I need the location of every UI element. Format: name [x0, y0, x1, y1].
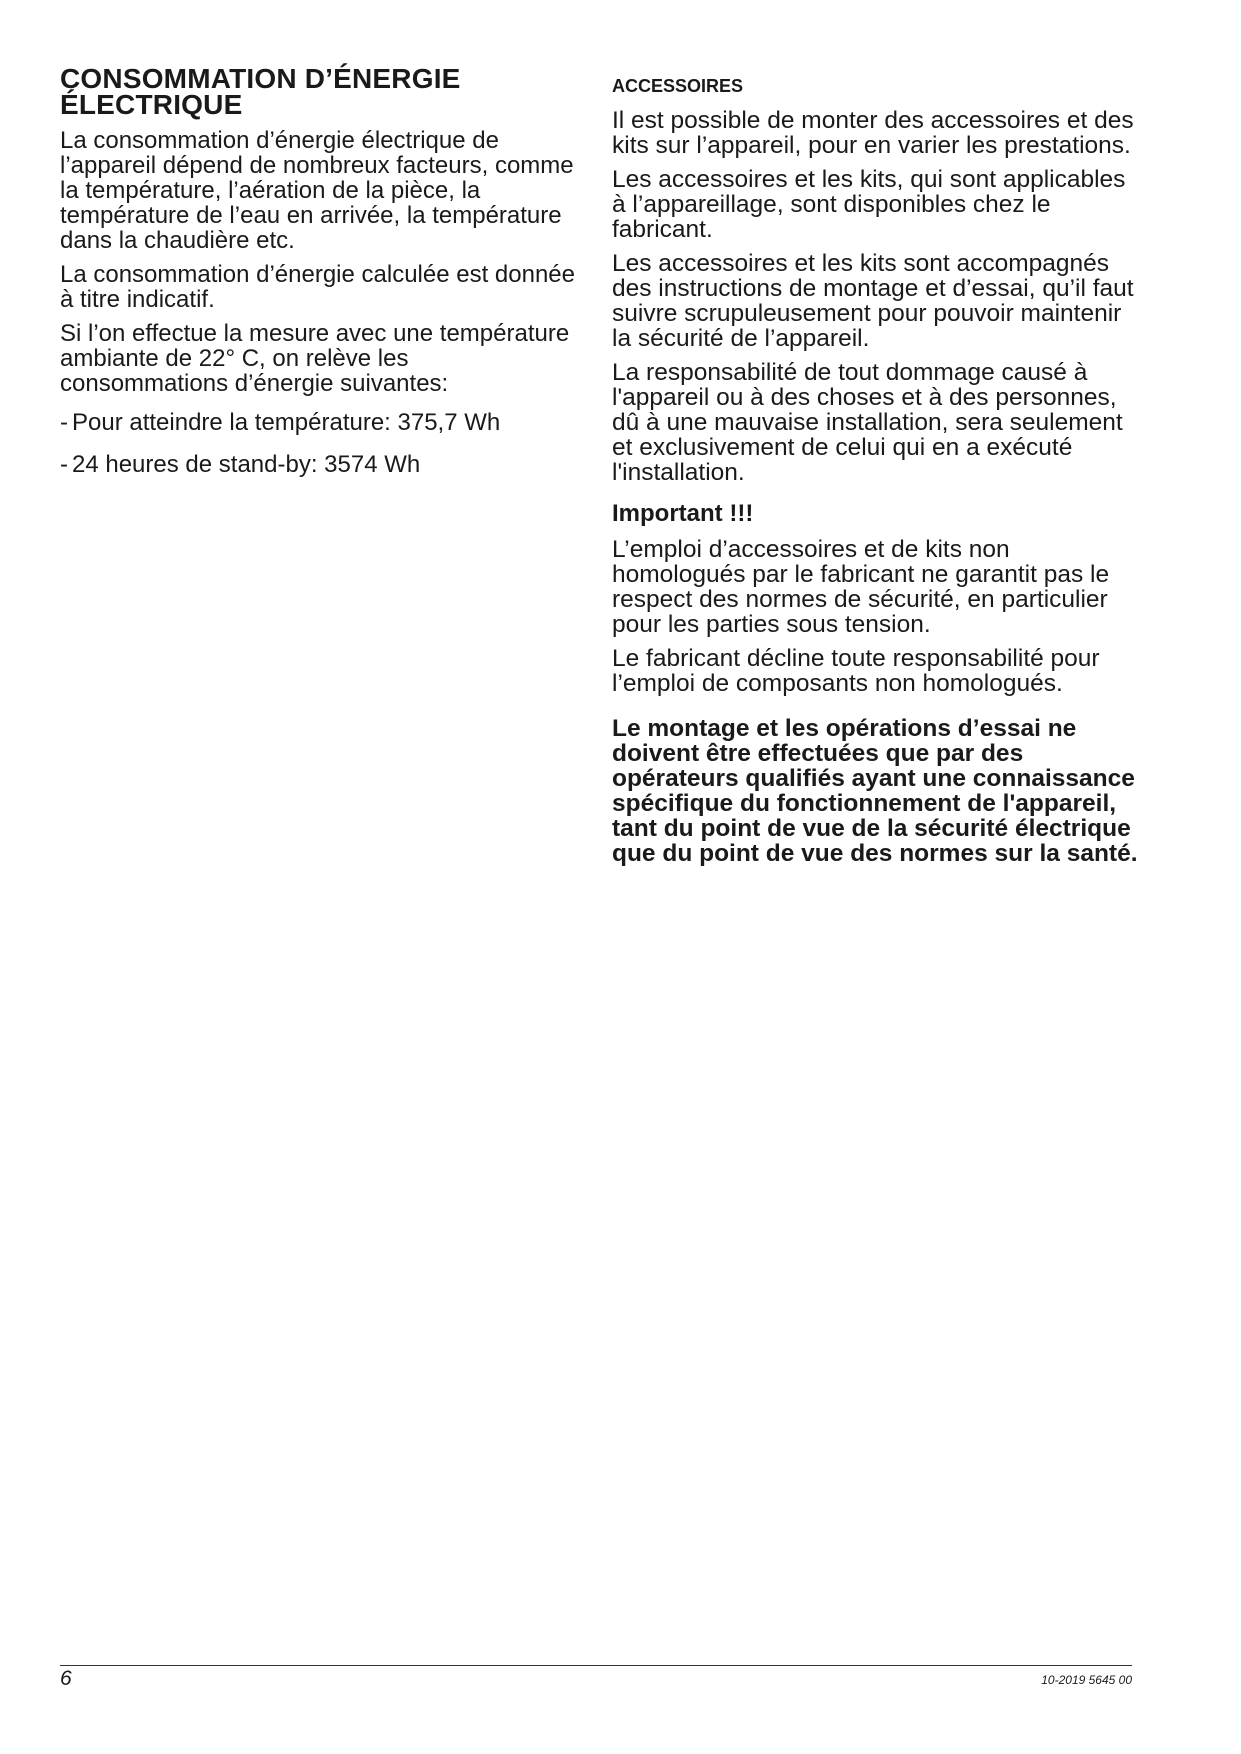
paragraph: Les accessoires et les kits sont accompagnés des instructions de montage et d’essai, qu’il faut suivre scrupuleusement pour pouvoir maintenir la sécurité de l’appareil. [612, 250, 1134, 352]
paragraph: La consommation d’énergie calculée est donnée à titre indicatif. [60, 261, 576, 313]
paragraph: Le fabricant décline toute responsabilité pour l’emploi de composants non homologués. [612, 645, 1100, 697]
energy-consumption-heading [60, 63, 580, 120]
heading-line: CONSOMMATION D’ÉNERGIE [60, 63, 461, 94]
safety-warning: Le montage et les opérations d’essai ne doivent être effectuées que par des opérateurs qualifiés ayant une connaissance spécifique du fonctionnement de l'appareil, tant du point de vue de la sécurité électrique que du point de vue des normes sur la santé. [612, 715, 1138, 867]
dash-bullet: - [60, 409, 68, 436]
paragraph: Il est possible de monter des accessoires et des kits sur l’appareil, pour en varier les prestations. [612, 107, 1134, 159]
document-code: 10-2019 5645 00 [1041, 1673, 1132, 1687]
heading-line: ÉLECTRIQUE [60, 89, 243, 120]
accessories-heading: ACCESSOIRES [612, 76, 744, 96]
left-column [60, 63, 580, 494]
list-item-text: Pour atteindre la température: 375,7 Wh [72, 409, 501, 436]
right-column [612, 66, 1142, 875]
important-heading: Important !!! [612, 500, 754, 527]
paragraph: Les accessoires et les kits, qui sont applicables à l’appareillage, sont disponibles chez le fabricant. [612, 166, 1126, 243]
list-item [60, 452, 580, 477]
page-number: 6 [60, 1667, 72, 1690]
paragraph: La responsabilité de tout dommage causé à l'appareil ou à des choses et à des personnes, dû à une mauvaise installation, sera seulement et exclusivement de celui qui en a exécuté l'installation. [612, 359, 1123, 486]
list-item-text: 24 heures de stand-by: 3574 Wh [72, 451, 421, 478]
paragraph: Si l’on effectue la mesure avec une température ambiante de 22° C, on relève les consommations d’énergie suivantes: [60, 320, 570, 397]
dash-bullet: - [60, 451, 68, 478]
paragraph: L’emploi d’accessoires et de kits non homologués par le fabricant ne garantit pas le respect des normes de sécurité, en particulier pour les parties sous tension. [612, 536, 1110, 638]
footer-divider [60, 1665, 1132, 1666]
list-item [60, 410, 580, 435]
paragraph: La consommation d’énergie électrique de l’appareil dépend de nombreux facteurs, comme la température, l’aération de la pièce, la température de l’eau en arrivée, la température dans la chaudière etc. [60, 127, 574, 254]
